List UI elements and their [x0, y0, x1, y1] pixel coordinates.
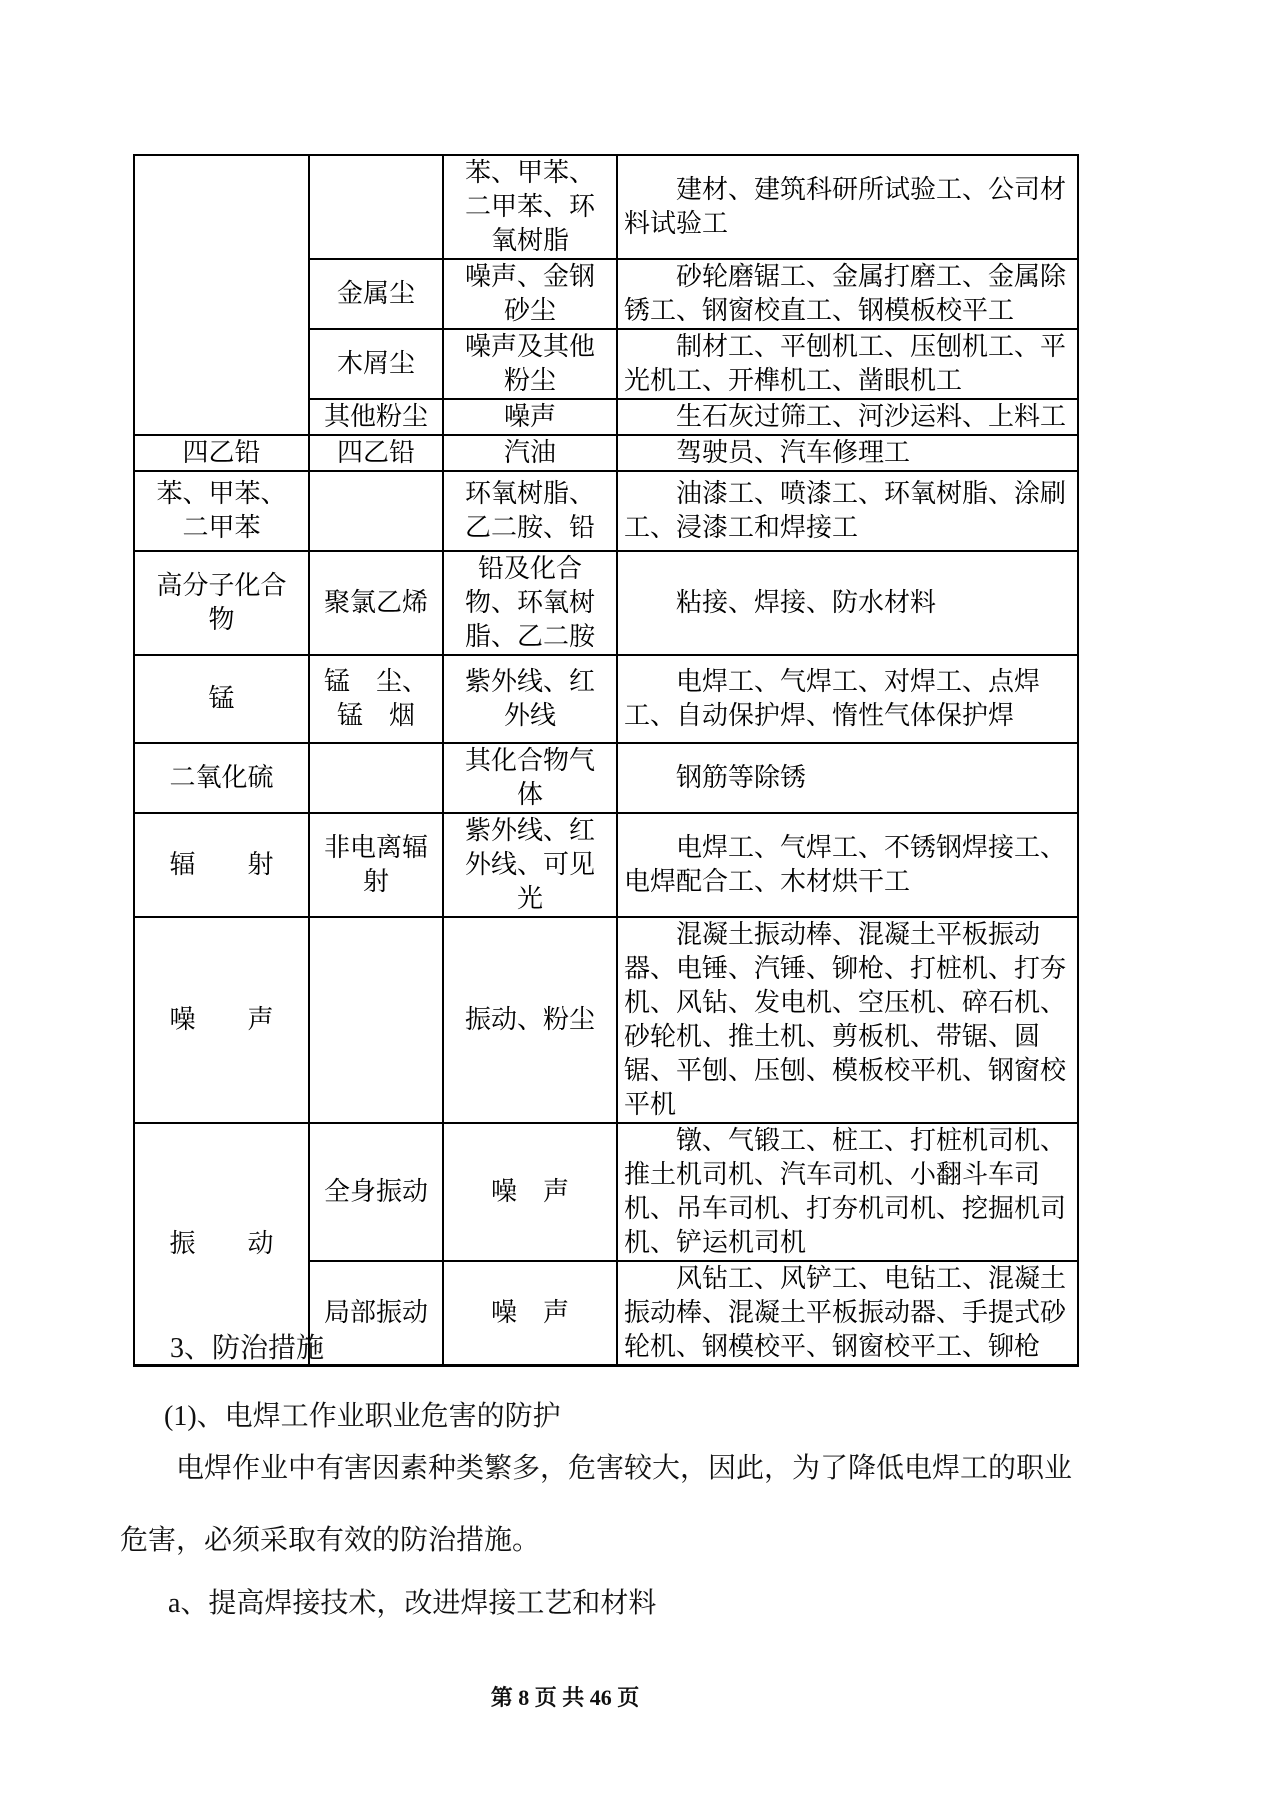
- table-row: [134, 471, 1078, 551]
- table-cell: 高分子化合物: [134, 551, 309, 655]
- table-cell: 锰 尘、锰 烟: [309, 655, 443, 743]
- table-cell: 局部振动: [309, 1261, 443, 1366]
- table-cell: [309, 155, 443, 259]
- table-cell: 四乙铅: [309, 435, 443, 471]
- table-cell: 噪声及其他粉尘: [443, 329, 617, 399]
- section-heading-3: 3、防治措施: [170, 1333, 325, 1364]
- table-row: [134, 435, 1078, 471]
- table-cell: 金属尘: [309, 259, 443, 329]
- table-row: [134, 655, 1078, 743]
- table-row: [134, 917, 1078, 1123]
- table-cell: 粘接、焊接、防水材料: [617, 551, 1078, 655]
- table-cell: 全身振动: [309, 1123, 443, 1261]
- table-cell: [134, 155, 309, 435]
- table-cell: 钢筋等除锈: [617, 743, 1078, 813]
- table-cell: 噪声: [443, 399, 617, 435]
- table-cell: 制材工、平刨机工、压刨机工、平光机工、开榫机工、凿眼机工: [617, 329, 1078, 399]
- table-cell: 苯、甲苯、二甲苯: [134, 471, 309, 551]
- table-cell: 生石灰过筛工、河沙运料、上料工: [617, 399, 1078, 435]
- table-cell: 镦、气锻工、桩工、打桩机司机、推土机司机、汽车司机、小翻斗车司机、吊车司机、打夯机司机、挖掘机司机、铲运机司机: [617, 1123, 1078, 1261]
- table-cell: 木屑尘: [309, 329, 443, 399]
- table-cell: 铅及化合物、环氧树脂、乙二胺: [443, 551, 617, 655]
- table-cell: 其化合物气体: [443, 743, 617, 813]
- table-cell: 噪声、金钢砂尘: [443, 259, 617, 329]
- table-cell: 混凝土振动棒、混凝土平板振动器、电锤、汽锤、铆枪、打桩机、打夯机、风钻、发电机、空压机、碎石机、砂轮机、推土机、剪板机、带锯、圆锯、平刨、压刨、模板校平机、钢窗校平机: [617, 917, 1078, 1123]
- table-cell: 驾驶员、汽车修理工: [617, 435, 1078, 471]
- table-cell: 油漆工、喷漆工、环氧树脂、涂刷工、浸漆工和焊接工: [617, 471, 1078, 551]
- table-cell: 噪 声: [443, 1123, 617, 1261]
- table-cell: 噪 声: [134, 917, 309, 1123]
- table-cell: 紫外线、红外线、可见光: [443, 813, 617, 917]
- table-row: [134, 1123, 1078, 1261]
- table-cell: 紫外线、红外线: [443, 655, 617, 743]
- table-cell: 非电离辐射: [309, 813, 443, 917]
- hazards-table: [133, 154, 1079, 1367]
- table-cell: 聚氯乙烯: [309, 551, 443, 655]
- table-cell: [309, 743, 443, 813]
- table-cell: 四乙铅: [134, 435, 309, 471]
- section-heading-a: a、提高焊接技术，改进焊接工艺和材料: [168, 1588, 657, 1619]
- table-row: [134, 743, 1078, 813]
- page-number-label: 第 8 页 共 46 页: [490, 1685, 640, 1710]
- table-cell: [309, 917, 443, 1123]
- table-cell: 锰: [134, 655, 309, 743]
- table-cell: 二氧化硫: [134, 743, 309, 813]
- table-cell: 风钻工、风铲工、电钻工、混凝土振动棒、混凝土平板振动器、手提式砂轮机、钢模校平、钢窗校平工、铆枪: [617, 1261, 1078, 1366]
- table-cell: 振动、粉尘: [443, 917, 617, 1123]
- table-row: [134, 155, 1078, 259]
- table-cell: 噪 声: [443, 1261, 617, 1366]
- section-heading-3-1: (1)、电焊工作业职业危害的防护: [164, 1401, 561, 1432]
- table-cell: 环氧树脂、乙二胺、铅: [443, 471, 617, 551]
- table-cell: [309, 471, 443, 551]
- table-cell: 振 动: [134, 1123, 309, 1366]
- table-row: [134, 551, 1078, 655]
- table-cell: 汽油: [443, 435, 617, 471]
- body-paragraph: 电焊作业中有害因素种类繁多，危害较大，因此，为了降低电焊工的职业危害，必须采取有效的防治措施。: [120, 1453, 1073, 1556]
- table-cell: 电焊工、气焊工、不锈钢焊接工、电焊配合工、木材烘干工: [617, 813, 1078, 917]
- table-cell: 其他粉尘: [309, 399, 443, 435]
- table-row: [134, 813, 1078, 917]
- table-cell: 砂轮磨锯工、金属打磨工、金属除锈工、钢窗校直工、钢模板校平工: [617, 259, 1078, 329]
- table-cell: 建材、建筑科研所试验工、公司材料试验工: [617, 155, 1078, 259]
- table-cell: 电焊工、气焊工、对焊工、点焊工、自动保护焊、惰性气体保护焊: [617, 655, 1078, 743]
- table-cell: 苯、甲苯、二甲苯、环氧树脂: [443, 155, 617, 259]
- table-cell: 辐 射: [134, 813, 309, 917]
